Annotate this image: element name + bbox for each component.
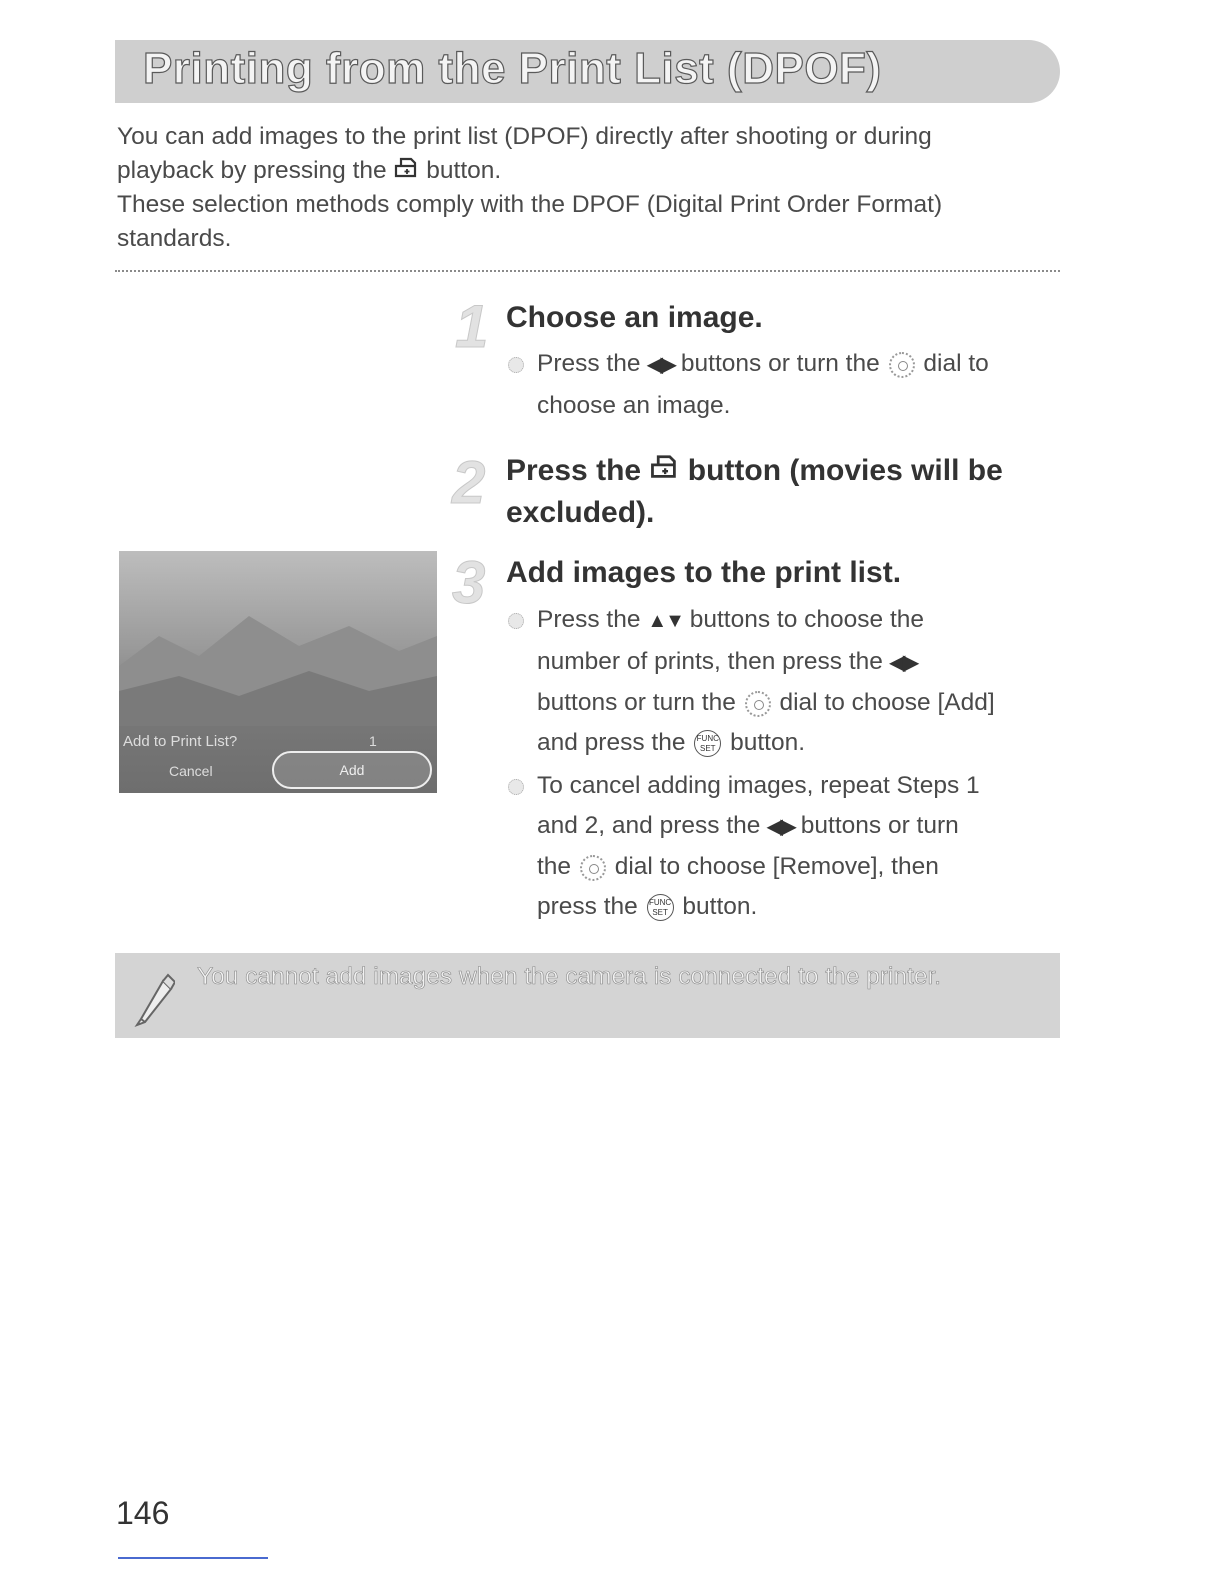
- step-title: Add images to the print list.: [506, 556, 902, 589]
- bullet-text: To cancel adding images, repeat Steps 1: [537, 772, 980, 799]
- print-icon: [393, 154, 419, 188]
- intro-line: [117, 154, 1062, 188]
- page-title-bar: [115, 40, 1060, 103]
- mountain-landscape-icon: [119, 606, 437, 726]
- list-item: [505, 344, 1065, 425]
- bullet-text: buttons or turn: [800, 811, 959, 839]
- bullet-icon: [508, 779, 524, 795]
- print-icon: [649, 450, 679, 492]
- bullet-text: the: [537, 853, 572, 880]
- list-item: [505, 600, 1065, 762]
- step-3-bullets: [505, 600, 1065, 926]
- step-title: Choose an image.: [506, 301, 763, 334]
- bullet-text: choose an image.: [537, 391, 731, 419]
- step-title: [506, 450, 1066, 534]
- intro-fragment: playback by pressing the: [117, 157, 387, 184]
- step-1-bullets: [505, 344, 1065, 425]
- up-down-arrows-icon: ▲▼: [647, 610, 683, 632]
- step-number: 3: [452, 549, 486, 616]
- note-text: You cannot add images when the camera is connected to the printer.: [197, 963, 942, 990]
- step-title-fragment: button (movies will be: [687, 454, 1003, 487]
- bullet-icon: [508, 357, 524, 373]
- bullet-text: dial to choose [Remove], then: [614, 853, 939, 880]
- note-box: [115, 953, 1060, 1038]
- bullet-text: number of prints, then press the: [537, 647, 883, 675]
- bullet-text: press the: [537, 892, 638, 920]
- camera-screen-image: [119, 551, 437, 793]
- bullet-text: Press the: [537, 350, 641, 377]
- list-item: [505, 766, 1065, 926]
- bullet-text: dial to choose [Add]: [779, 689, 995, 716]
- print-list-prompt: Add to Print List?: [123, 733, 238, 750]
- bullet-text: buttons or turn the: [537, 689, 736, 716]
- step-title-fragment: Press the: [506, 454, 642, 487]
- left-right-arrows-icon: ◀▶: [767, 815, 794, 838]
- intro-line: These selection methods comply with the DPOF (Digital Print Order Format): [117, 191, 943, 218]
- section-divider: [115, 270, 1060, 272]
- bullet-text: dial to: [923, 350, 989, 377]
- control-dial-icon: [745, 691, 771, 717]
- bullet-text: buttons to choose the: [689, 606, 924, 633]
- control-dial-icon: [580, 855, 606, 881]
- bullet-text: button.: [682, 892, 758, 920]
- step-number: 2: [452, 449, 486, 516]
- bullet-text: Press the: [537, 606, 641, 633]
- step-title-fragment: excluded).: [506, 496, 655, 529]
- page-number-underline: [118, 1557, 268, 1559]
- bullet-icon: [508, 613, 524, 629]
- step-number: 1: [455, 293, 489, 360]
- page-number: 146: [116, 1495, 170, 1531]
- func-set-button-icon: FUNC SET: [647, 894, 674, 921]
- bullet-text: and press the: [537, 728, 686, 756]
- intro-fragment: button.: [426, 157, 502, 184]
- pencil-icon: [133, 967, 175, 1027]
- bullet-text: and 2, and press the: [537, 811, 761, 839]
- intro-text: [117, 120, 1062, 256]
- bullet-text: buttons or turn the: [680, 350, 880, 377]
- print-count: 1: [369, 733, 377, 749]
- cancel-button: Cancel: [169, 763, 213, 779]
- page-title: Printing from the Print List (DPOF): [143, 44, 882, 93]
- control-dial-icon: [889, 352, 915, 378]
- add-button: Add: [272, 751, 432, 789]
- func-set-button-icon: FUNC SET: [694, 730, 721, 757]
- intro-line: You can add images to the print list (DPOF) directly after shooting or during: [117, 123, 932, 150]
- intro-line: standards.: [117, 225, 232, 252]
- bullet-text: button.: [730, 728, 806, 756]
- left-right-arrows-icon: ◀▶: [889, 651, 917, 674]
- left-right-arrows-icon: ◀▶: [647, 354, 675, 376]
